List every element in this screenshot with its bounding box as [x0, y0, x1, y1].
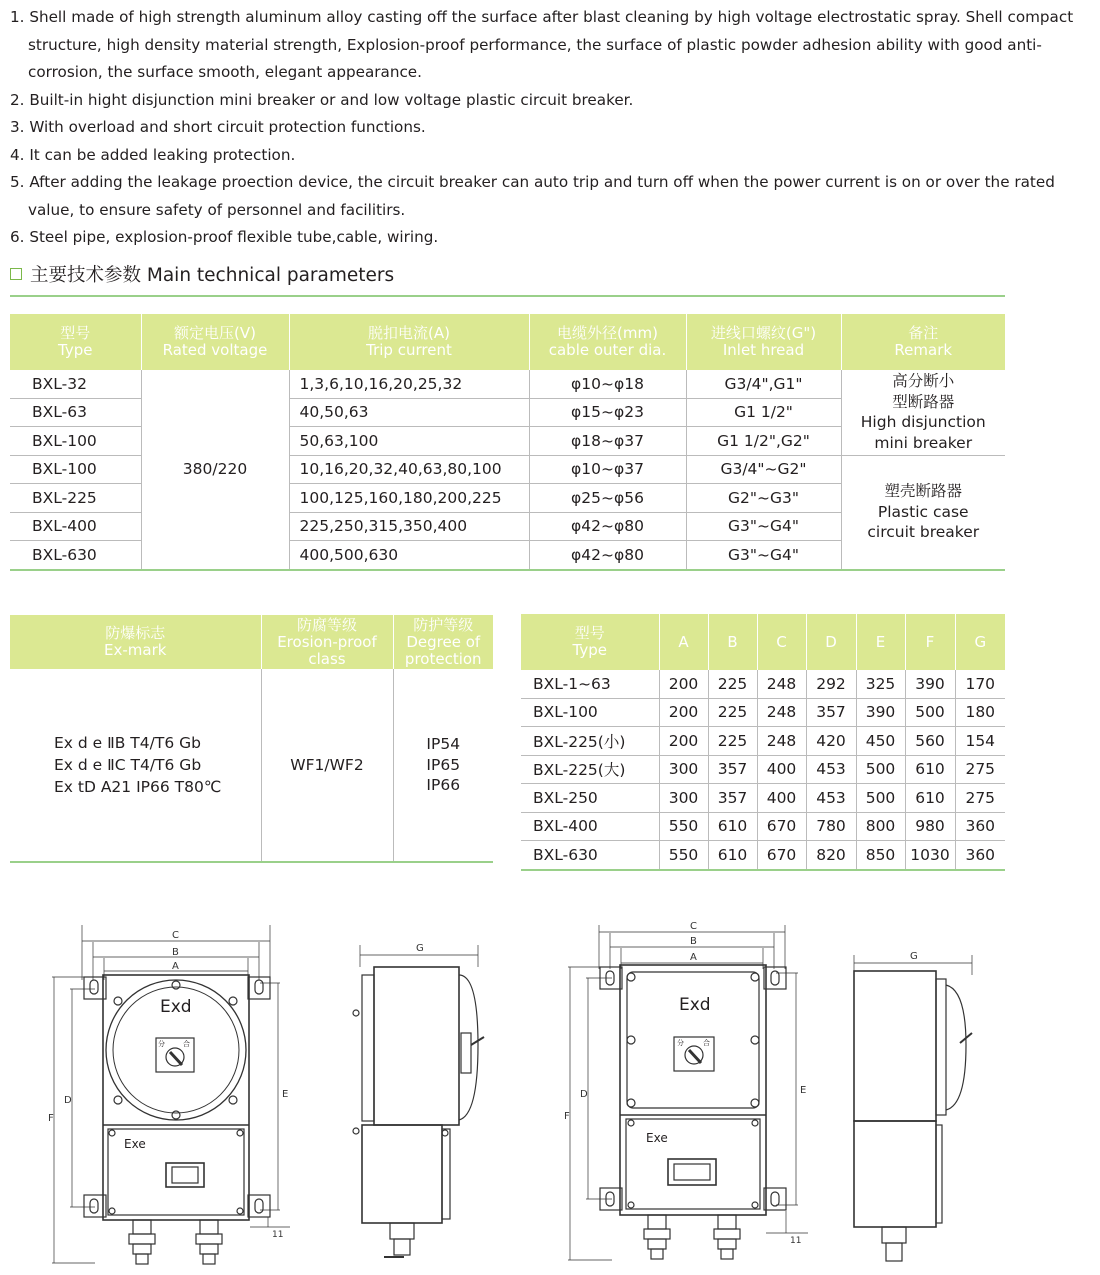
header-inlet-thread: 进线口螺纹(G") Inlet hread	[686, 314, 841, 370]
exe-label: Exe	[646, 1131, 668, 1145]
cell-dimension: 610	[905, 755, 955, 784]
cell-ex-marks: Ex d e ⅡB T4/T6 Gb Ex d e ⅡC T4/T6 Gb Ex tD A21 IP66 T80℃	[54, 734, 222, 796]
cell-protection: IP54 IP65 IP66	[393, 669, 493, 862]
table-row	[521, 670, 1005, 698]
cell-type: BXL-100	[10, 427, 141, 456]
main-parameters-table	[10, 314, 1005, 571]
cell-dimension: 390	[905, 670, 955, 698]
feature-list	[10, 4, 1095, 252]
header-e: E	[856, 614, 905, 670]
cell-dimension: 980	[905, 812, 955, 841]
cell-type: BXL-400	[10, 512, 141, 541]
cell-dimension: 170	[955, 670, 1005, 698]
table-header-row	[521, 614, 1005, 670]
header-remark: 备注 Remark	[841, 314, 1005, 370]
cell-dimension: 670	[757, 812, 806, 841]
cell-type: BXL-63	[10, 398, 141, 427]
feature-item: 2. Built-in hight disjunction mini breaker or and low voltage plastic circuit breaker.	[10, 90, 634, 109]
cell-trip: 40,50,63	[289, 398, 529, 427]
dim-label-11: 11	[272, 1230, 284, 1240]
dim-label-g: G	[416, 943, 424, 954]
cell-dimension: 420	[806, 727, 856, 756]
cell-dimension: 248	[757, 727, 806, 756]
cell-cable: φ10~φ37	[529, 455, 686, 484]
header-f: F	[905, 614, 955, 670]
dim-label-e: E	[800, 1085, 807, 1096]
switch-off-label: 分	[158, 1040, 165, 1048]
table-row	[521, 755, 1005, 784]
header-d: D	[806, 614, 856, 670]
dim-label-a: A	[690, 952, 697, 963]
dim-label-c: C	[690, 921, 697, 932]
square-bullet-icon	[10, 268, 22, 280]
cell-dimension: 820	[806, 841, 856, 870]
cell-dimension: 500	[856, 784, 905, 813]
cell-trip: 10,16,20,32,40,63,80,100	[289, 455, 529, 484]
header-ex-mark: 防爆标志 Ex-mark	[10, 615, 261, 669]
cell-dimension: 550	[659, 841, 708, 870]
dim-label-b: B	[690, 936, 697, 947]
switch-on-label: 合	[183, 1040, 190, 1048]
cell-dimension: 248	[757, 698, 806, 727]
header-g: G	[955, 614, 1005, 670]
cell-voltage: 380/220	[141, 370, 289, 570]
header-erosion-class: 防腐等级 Erosion-proof class	[261, 615, 393, 669]
cell-dimension: 500	[905, 698, 955, 727]
dim-label-f: F	[564, 1111, 570, 1122]
cell-dimension: 225	[708, 698, 757, 727]
cell-type: BXL-250	[521, 784, 659, 813]
cell-dimension: 800	[856, 812, 905, 841]
cell-type: BXL-32	[32, 374, 87, 393]
ex-mark-table	[10, 615, 493, 863]
cell-trip: 400,500,630	[289, 541, 529, 570]
cell-dimension: 225	[708, 727, 757, 756]
dim-label-a: A	[172, 961, 179, 972]
dimension-drawings	[0, 905, 1100, 1275]
cell-dimension: 550	[659, 812, 708, 841]
front-view-square	[568, 925, 808, 1260]
cell-dimension: 610	[905, 784, 955, 813]
dimensions-table	[521, 614, 1005, 871]
dim-label-g: G	[910, 951, 918, 962]
cell-cable: φ42~φ80	[529, 512, 686, 541]
cell-inlet: G3/4"~G2"	[686, 455, 841, 484]
cell-type: BXL-630	[521, 841, 659, 870]
cell-dimension: 850	[856, 841, 905, 870]
table-row	[521, 812, 1005, 841]
cell-dimension: 275	[955, 784, 1005, 813]
header-trip-current: 脱扣电流(A) Trip current	[289, 314, 529, 370]
cell-dimension: 390	[856, 698, 905, 727]
header-cable-dia: 电缆外径(mm) cable outer dia.	[529, 314, 686, 370]
cell-type: BXL-630	[10, 541, 141, 570]
cell-dimension: 610	[708, 841, 757, 870]
cell-dimension: 1030	[905, 841, 955, 870]
dim-label-d: D	[580, 1089, 588, 1100]
front-view-round	[52, 925, 290, 1264]
cell-cable: φ42~φ80	[529, 541, 686, 570]
cell-dimension: 225	[708, 670, 757, 698]
section-title-text: 主要技术参数 Main technical parameters	[30, 265, 395, 286]
cell-dimension: 670	[757, 841, 806, 870]
cell-dimension: 500	[856, 755, 905, 784]
feature-item: 6. Steel pipe, explosion-proof flexible tube,cable, wiring.	[10, 228, 439, 246]
cell-dimension: 610	[708, 812, 757, 841]
cell-inlet: G1 1/2"	[686, 398, 841, 427]
cell-dimension: 300	[659, 784, 708, 813]
cell-dimension: 292	[806, 670, 856, 698]
header-c: C	[757, 614, 806, 670]
cell-cable: φ25~φ56	[529, 484, 686, 513]
exd-label: Exd	[679, 995, 711, 1015]
table-row	[521, 841, 1005, 870]
header-type: 型号 Type	[521, 614, 659, 670]
cell-dimension: 360	[955, 841, 1005, 870]
cell-dimension: 453	[806, 784, 856, 813]
feature-item: 1. Shell made of high strength aluminum alloy casting off the surface after blast cleaning by high voltage electrostatic spray. Shell compact structure, high density material strength, Explosion-proof performance, the surface of plastic powder adhesion ability with good anti-corrosion, the surface smooth, elegant appearance.	[10, 8, 1074, 81]
exe-label: Exe	[124, 1137, 146, 1151]
cell-erosion: WF1/WF2	[261, 669, 393, 862]
side-view-round	[353, 945, 484, 1257]
cell-type: BXL-225(大)	[521, 755, 659, 784]
cell-dimension: 180	[955, 698, 1005, 727]
cell-type: BXL-100	[10, 455, 141, 484]
header-rated-voltage: 额定电压(V) Rated voltage	[141, 314, 289, 370]
side-view-square	[854, 955, 972, 1261]
table-row	[521, 784, 1005, 813]
feature-item: 3. With overload and short circuit protection functions.	[10, 118, 426, 136]
cell-dimension: 400	[757, 755, 806, 784]
cell-dimension: 154	[955, 727, 1005, 756]
exd-label: Exd	[160, 997, 192, 1017]
table-header-row	[10, 615, 493, 669]
cell-dimension: 275	[955, 755, 1005, 784]
switch-off-label: 分	[677, 1039, 684, 1047]
cell-trip: 1,3,6,10,16,20,25,32	[289, 370, 529, 398]
header-type: 型号 Type	[10, 314, 141, 370]
cell-inlet: G1 1/2",G2"	[686, 427, 841, 456]
cell-remark-plastic-case: 塑壳断路器 Plastic case circuit breaker	[841, 455, 1005, 570]
cell-inlet: G3/4",G1"	[686, 370, 841, 398]
cell-trip: 100,125,160,180,200,225	[289, 484, 529, 513]
cell-dimension: 200	[659, 727, 708, 756]
cell-inlet: G2"~G3"	[686, 484, 841, 513]
dim-label-e: E	[282, 1089, 289, 1100]
cell-dimension: 360	[955, 812, 1005, 841]
table-row	[10, 370, 1005, 398]
cell-type: BXL-1~63	[533, 674, 611, 693]
cell-dimension: 450	[856, 727, 905, 756]
feature-item: 5. After adding the leakage proection device, the circuit breaker can auto trip and turn off when the power current is on or over the rated value, to ensure safety of personnel and facilitirs.	[10, 173, 1055, 219]
cell-type: BXL-400	[521, 812, 659, 841]
cell-dimension: 200	[659, 670, 708, 698]
cell-dimension: 780	[806, 812, 856, 841]
cell-remark-mini-breaker: 高分断小 型断路器 High disjunction mini breaker	[841, 370, 1005, 455]
cell-trip: 50,63,100	[289, 427, 529, 456]
cell-type: BXL-225	[10, 484, 141, 513]
dim-label-b: B	[172, 947, 179, 958]
cell-cable: φ10~φ18	[529, 370, 686, 398]
cell-dimension: 560	[905, 727, 955, 756]
cell-dimension: 300	[659, 755, 708, 784]
cell-dimension: 248	[757, 670, 806, 698]
cell-cable: φ15~φ23	[529, 398, 686, 427]
cell-type: BXL-100	[521, 698, 659, 727]
cell-dimension: 357	[806, 698, 856, 727]
cell-dimension: 357	[708, 784, 757, 813]
switch-on-label: 合	[703, 1039, 710, 1047]
feature-item: 4. It can be added leaking protection.	[10, 145, 296, 164]
header-protection-degree: 防护等级 Degree of protection	[393, 615, 493, 669]
table-row	[521, 698, 1005, 727]
table-row	[521, 727, 1005, 756]
section-divider	[10, 295, 1005, 297]
cell-inlet: G3"~G4"	[686, 541, 841, 570]
dim-label-d: D	[64, 1095, 72, 1106]
cell-trip: 225,250,315,350,400	[289, 512, 529, 541]
cell-type: BXL-225(小)	[521, 727, 659, 756]
cell-dimension: 400	[757, 784, 806, 813]
table-header-row	[10, 314, 1005, 370]
cell-dimension: 357	[708, 755, 757, 784]
cell-cable: φ18~φ37	[529, 427, 686, 456]
table-row	[10, 669, 493, 862]
cell-dimension: 200	[659, 698, 708, 727]
cell-dimension: 453	[806, 755, 856, 784]
dim-label-11: 11	[790, 1236, 802, 1246]
header-a: A	[659, 614, 708, 670]
cell-inlet: G3"~G4"	[686, 512, 841, 541]
section-title	[10, 262, 394, 290]
cell-dimension: 325	[856, 670, 905, 698]
header-b: B	[708, 614, 757, 670]
dim-label-c: C	[172, 930, 179, 941]
dim-label-f: F	[48, 1113, 54, 1124]
